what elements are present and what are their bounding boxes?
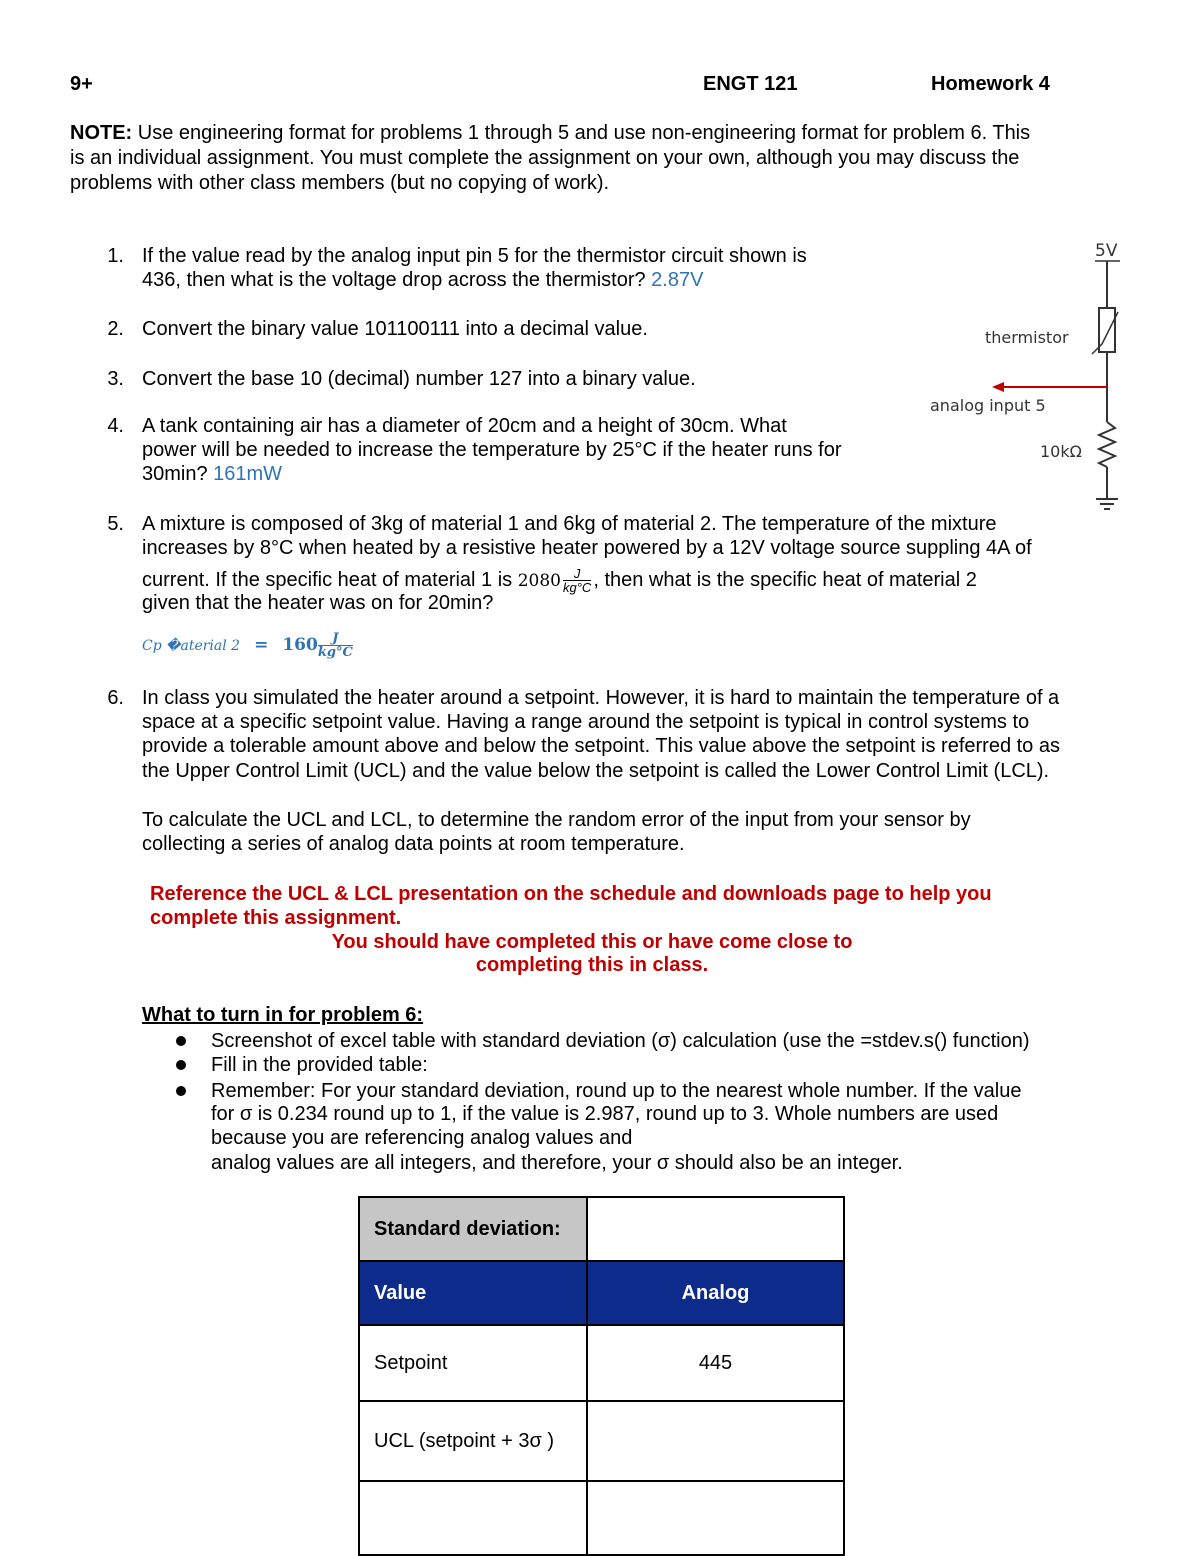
std-dev-label: Standard deviation: bbox=[359, 1197, 587, 1261]
problem-1-line-2 bbox=[142, 268, 703, 292]
problem-5-text-a: current. If the specific heat of material 1 is bbox=[142, 568, 518, 591]
problem-4-text: 30min? bbox=[142, 463, 214, 485]
problem-6-line-3: provide a tolerable amount above and below the setpoint. This value above the setpoint is referred to as bbox=[142, 735, 1060, 757]
bullet-2 bbox=[176, 1060, 186, 1070]
problem-2-line-1: Convert the binary value 101100111 into a decimal value. bbox=[142, 318, 648, 340]
bullet-1 bbox=[176, 1036, 186, 1046]
turn-in-item-3-cont-2: because you are referencing analog values and bbox=[211, 1127, 633, 1149]
page-number: 9+ bbox=[70, 73, 93, 95]
answer-equals: = bbox=[254, 635, 269, 655]
turn-in-item-2: Fill in the provided table: bbox=[211, 1054, 428, 1076]
reference-line-2: complete this assignment. bbox=[150, 907, 402, 929]
problem-1-text: 436, then what is the voltage drop across the thermistor? bbox=[142, 269, 652, 291]
turn-in-item-3-cont-1: for σ is 0.234 round up to 1, if the value is 2.987, round up to 3. Whole numbers are used bbox=[211, 1103, 999, 1125]
problem-5-line-2: increases by 8°C when heated by a resistive heater powered by a 12V voltage source suppling 4A of bbox=[142, 537, 1032, 559]
thermistor-label: thermistor bbox=[985, 328, 1069, 347]
reference-line-1: Reference the UCL & LCL presentation on the schedule and downloads page to help you bbox=[150, 883, 992, 905]
answer-variable: Cp �aterial 2 bbox=[142, 638, 241, 654]
row-label-setpoint: Setpoint bbox=[359, 1325, 587, 1401]
voltage-label: 5V bbox=[1095, 241, 1118, 261]
problem-1-number: 1. bbox=[107, 245, 124, 267]
reference-line-4: completing this in class. bbox=[475, 954, 709, 976]
turn-in-item-3: Remember: For your standard deviation, round up to the nearest whole number. If the value bbox=[211, 1080, 1022, 1102]
answer-unit bbox=[318, 632, 353, 659]
row-label-empty bbox=[359, 1481, 587, 1555]
specific-heat-unit bbox=[563, 567, 591, 594]
problem-4-line-2: power will be needed to increase the temperature by 25°C if the heater runs for bbox=[142, 439, 842, 461]
thermistor-circuit-diagram bbox=[920, 236, 1140, 526]
problem-1-line-1: If the value read by the analog input pin 5 for the thermistor circuit shown is bbox=[142, 245, 807, 267]
problem-2-number: 2. bbox=[107, 318, 124, 340]
table-row bbox=[359, 1481, 844, 1555]
problem-6-line-2: space at a specific setpoint value. Having a range around the setpoint is typical in control systems to bbox=[142, 711, 1030, 733]
turn-in-item-3-cont-3: analog values are all integers, and therefore, your σ should also be an integer. bbox=[211, 1152, 903, 1174]
resistor-label: 10kΩ bbox=[1040, 442, 1082, 461]
answer-value: 160 bbox=[282, 635, 318, 655]
note-line-2: is an individual assignment. You must complete the assignment on your own, although you may discuss the bbox=[70, 147, 1020, 169]
problem-4-answer: 161mW bbox=[213, 463, 283, 485]
problem-5-line-1: A mixture is composed of 3kg of material 1 and 6kg of material 2. The temperature of the mixture bbox=[142, 513, 997, 535]
specific-heat-value: 2080 bbox=[517, 570, 561, 591]
problem-1-answer: 2.87V bbox=[651, 269, 704, 291]
std-dev-value-cell[interactable] bbox=[587, 1197, 844, 1261]
assignment-title: Homework 4 bbox=[931, 73, 1050, 95]
answer-unit-denominator: kg°C bbox=[317, 645, 353, 660]
table-row bbox=[359, 1325, 844, 1401]
problem-6-line-1: In class you simulated the heater around a setpoint. However, it is hard to maintain the temperature of a bbox=[142, 687, 1060, 709]
header-value: Value bbox=[359, 1261, 587, 1325]
note-line-3: problems with other class members (but no copying of work). bbox=[70, 172, 610, 194]
resistor-symbol bbox=[1099, 422, 1115, 467]
problem-5-line-4: given that the heater was on for 20min? bbox=[142, 592, 494, 614]
row-analog-setpoint[interactable]: 445 bbox=[587, 1325, 844, 1401]
problem-6-number: 6. bbox=[107, 687, 124, 709]
row-analog-empty[interactable] bbox=[587, 1481, 844, 1555]
analog-arrow-head bbox=[992, 382, 1004, 392]
problem-6-line-4: the Upper Control Limit (UCL) and the value below the setpoint is called the Lower Control Limit (LCL). bbox=[142, 760, 1050, 782]
unit-denominator: kg°C bbox=[563, 580, 592, 595]
bullet-3 bbox=[176, 1086, 186, 1096]
problem-4-line-3 bbox=[142, 462, 282, 486]
problem-6-line-5: To calculate the UCL and LCL, to determine the random error of the input from your sensor by bbox=[142, 809, 971, 831]
turn-in-item-1: Screenshot of excel table with standard deviation (σ) calculation (use the =stdev.s() function) bbox=[211, 1030, 1030, 1052]
analog-input-label: analog input 5 bbox=[930, 396, 1046, 415]
problem-5-number: 5. bbox=[107, 513, 124, 535]
row-analog-ucl[interactable] bbox=[587, 1401, 844, 1481]
header-analog: Analog bbox=[587, 1261, 844, 1325]
answer-unit-numerator: J bbox=[318, 632, 353, 646]
problem-5-text-b: , then what is the specific heat of material 2 bbox=[593, 568, 977, 591]
std-dev-row bbox=[359, 1197, 844, 1261]
turn-in-heading: What to turn in for problem 6: bbox=[142, 1004, 424, 1026]
problem-6-line-6: collecting a series of analog data points at room temperature. bbox=[142, 833, 685, 855]
note-label: NOTE: bbox=[70, 122, 133, 144]
problem-4-number: 4. bbox=[107, 415, 124, 437]
row-label-ucl: UCL (setpoint + 3σ ) bbox=[359, 1401, 587, 1481]
note-text-1: Use engineering format for problems 1 through 5 and use non-engineering format for problem 6. This bbox=[132, 122, 1031, 144]
problem-4-line-1: A tank containing air has a diameter of 20cm and a height of 30cm. What bbox=[142, 415, 787, 437]
problem-5-line-3 bbox=[142, 567, 977, 594]
note-line-1 bbox=[70, 121, 1030, 145]
problem-5-answer bbox=[142, 632, 353, 659]
unit-numerator: J bbox=[563, 567, 591, 581]
table-row bbox=[359, 1401, 844, 1481]
reference-line-3: You should have completed this or have come close to bbox=[331, 931, 853, 953]
control-limits-table bbox=[358, 1196, 845, 1556]
problem-3-line-1: Convert the base 10 (decimal) number 127 into a binary value. bbox=[142, 368, 696, 390]
table-header-row bbox=[359, 1261, 844, 1325]
problem-3-number: 3. bbox=[107, 368, 124, 390]
course-code: ENGT 121 bbox=[703, 73, 798, 95]
